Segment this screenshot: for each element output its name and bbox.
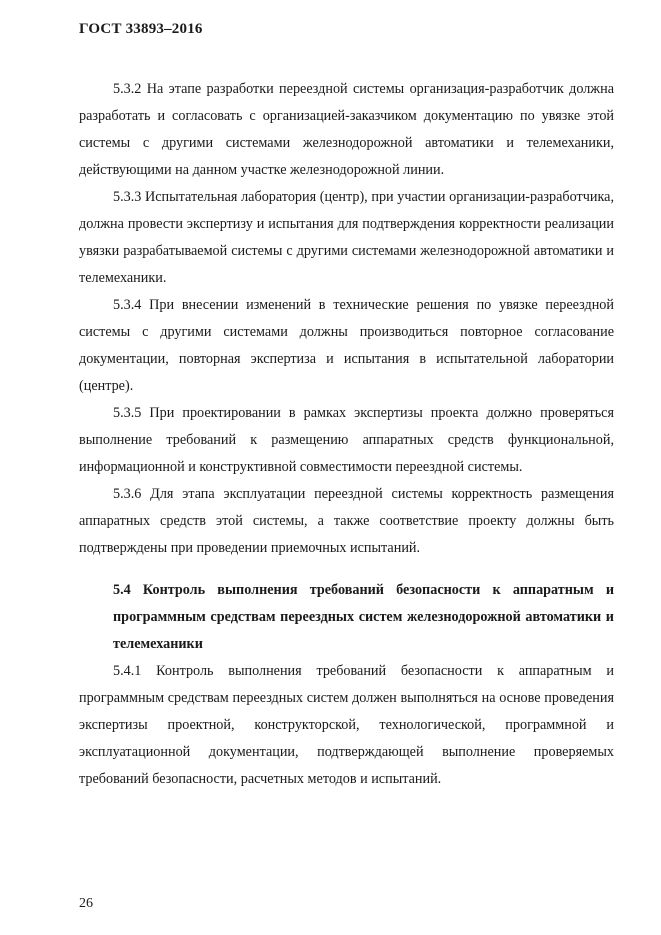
paragraph-5-4-1: 5.4.1 Контроль выполнения требований безопасности к аппаратным и программным средствам переездных систем должен выполняться на основе проведения экспертизы проектной, конструкторской, технологической, программной и эксплуатационной документации, подтверждающей выполнение проверяемых требований безопасности, расчетных методов и испытаний. [79,663,614,787]
paragraph-5-3-4: 5.3.4 При внесении изменений в технические решения по увязке переездной системы с другими системами должны производиться повторное согласование документации, повторная экспертиза и испытания в испытательной лаборатории (центре). [79,297,614,394]
paragraph-5-3-6: 5.3.6 Для этапа эксплуатации переездной системы корректность размещения аппаратных средств этой системы, а также соответствие проекту должны быть подтверждены при проведении приемочных испытаний. [79,486,614,556]
section-heading-5-4: 5.4 Контроль выполнения требований безопасности к аппаратным и программным средствам переездных систем железнодорожной автоматики и телемеханики [113,582,614,652]
paragraph-5-3-2: 5.3.2 На этапе разработки переездной системы организация-разработчик должна разработать и согласовать с организацией-заказчиком документацию по увязке этой системы с другими системами железнодорожной автоматики и телемеханики, действующими на данном участке железнодорожной линии. [79,81,614,178]
page-number: 26 [79,896,93,911]
paragraph-5-3-5: 5.3.5 При проектировании в рамках экспертизы проекта должно проверяться выполнение требований к размещению аппаратных средств функциональной, информационной и конструктивной совместимости переездной системы. [79,405,614,475]
document-header: ГОСТ 33893–2016 [79,21,203,37]
paragraph-5-3-3: 5.3.3 Испытательная лаборатория (центр), при участии организации-разработчика, должна провести экспертизу и испытания для подтверждения корректности реализации увязки разрабатываемой системы с другими системами железнодорожной автоматики и телемеханики. [79,189,614,286]
document-body [79,76,614,793]
